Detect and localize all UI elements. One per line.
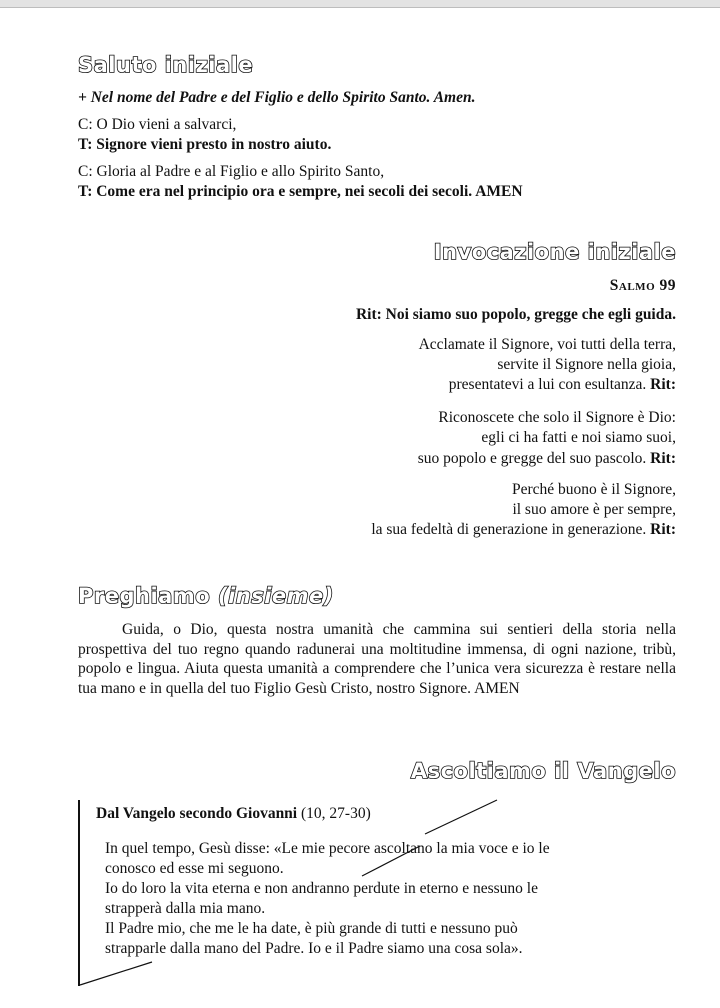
- celebrant-line-2: C: Gloria al Padre e al Figlio e allo Spirito Santo,: [78, 163, 385, 180]
- saluto-heading: Saluto iniziale: [78, 53, 254, 77]
- gospel-text-line-4: strapperà dalla mia mano.: [105, 900, 266, 917]
- gospel-text-line-2: conosco ed esse mi seguono.: [105, 860, 284, 877]
- people-line-1: T: Signore vieni presto in nostro aiuto.: [78, 136, 332, 153]
- stanza-3-refrain-marker: Rit:: [650, 521, 676, 538]
- stanza-1-refrain-marker: Rit:: [650, 376, 676, 393]
- vangelo-heading: Ascoltiamo il Vangelo: [410, 759, 676, 783]
- refrain-line: Rit: Noi siamo suo popolo, gregge che egli guida.: [355, 306, 676, 323]
- preghiamo-heading: Preghiamo (insieme): [78, 584, 334, 608]
- stanza-3-line-1: Perché buono è il Signore,: [511, 481, 676, 498]
- celebrant-line-1: C: O Dio vieni a salvarci,: [78, 116, 237, 133]
- people-line-2: T: Come era nel principio ora e sempre, nei secoli dei secoli. AMEN: [78, 183, 523, 200]
- sign-of-cross-line: + Nel nome del Padre e del Figlio e dello Spirito Santo. Amen.: [78, 89, 476, 106]
- stanza-3-line-3: la sua fedeltà di generazione in generazione. Rit:: [371, 521, 676, 538]
- stanza-2-line-3: suo popolo e gregge del suo pascolo. Rit:: [417, 450, 676, 467]
- preghiamo-heading-insieme: (insieme): [217, 584, 334, 608]
- invocazione-heading: Invocazione iniziale: [433, 240, 676, 264]
- stanza-2-line-2: egli ci ha fatti e noi siamo suoi,: [481, 429, 676, 446]
- gospel-text-line-1: In quel tempo, Gesù disse: «Le mie pecore ascoltano la mia voce e io le: [105, 840, 550, 857]
- stanza-1-line-3: presentatevi a lui con esultanza. Rit:: [448, 376, 676, 393]
- gospel-source: Dal Vangelo secondo Giovanni: [96, 805, 298, 822]
- gospel-text-line-6: strapparle dalla mano del Padre. Io e il Padre siamo una cosa sola».: [105, 940, 523, 957]
- gospel-source-line: [96, 804, 371, 824]
- psalm-reference: Salmo 99: [609, 277, 676, 294]
- stanza-2-line-1: Riconoscete che solo il Signore è Dio:: [438, 409, 676, 426]
- stanza-1-line-1: Acclamate il Signore, voi tutti della terra,: [418, 336, 676, 353]
- stanza-2-refrain-marker: Rit:: [650, 450, 676, 467]
- stanza-1-line-2: servite il Signore nella gioia,: [497, 356, 676, 373]
- gospel-reference: (10, 27-30): [301, 805, 371, 822]
- gospel-text-line-3: Io do loro la vita eterna e non andranno perdute in eterno e nessuno le: [105, 880, 538, 897]
- gospel-text-line-5: Il Padre mio, che me le ha date, è più grande di tutti e nessuno può: [105, 920, 518, 937]
- prayer-paragraph: Guida, o Dio, questa nostra umanità che cammina sui sentieri della storia nella prospettiva del tuo regno quando radunerai una moltitudine immensa, di ogni nazione, tribù, popolo e lingua. Aiuta questa umanità a comprendere che l’unica vera sicurezza è restare nella tua mano e in quella del tuo Figlio Gesù Cristo, nostro Signore. AMEN: [78, 621, 676, 697]
- stanza-3-line-2: il suo amore è per sempre,: [512, 501, 676, 518]
